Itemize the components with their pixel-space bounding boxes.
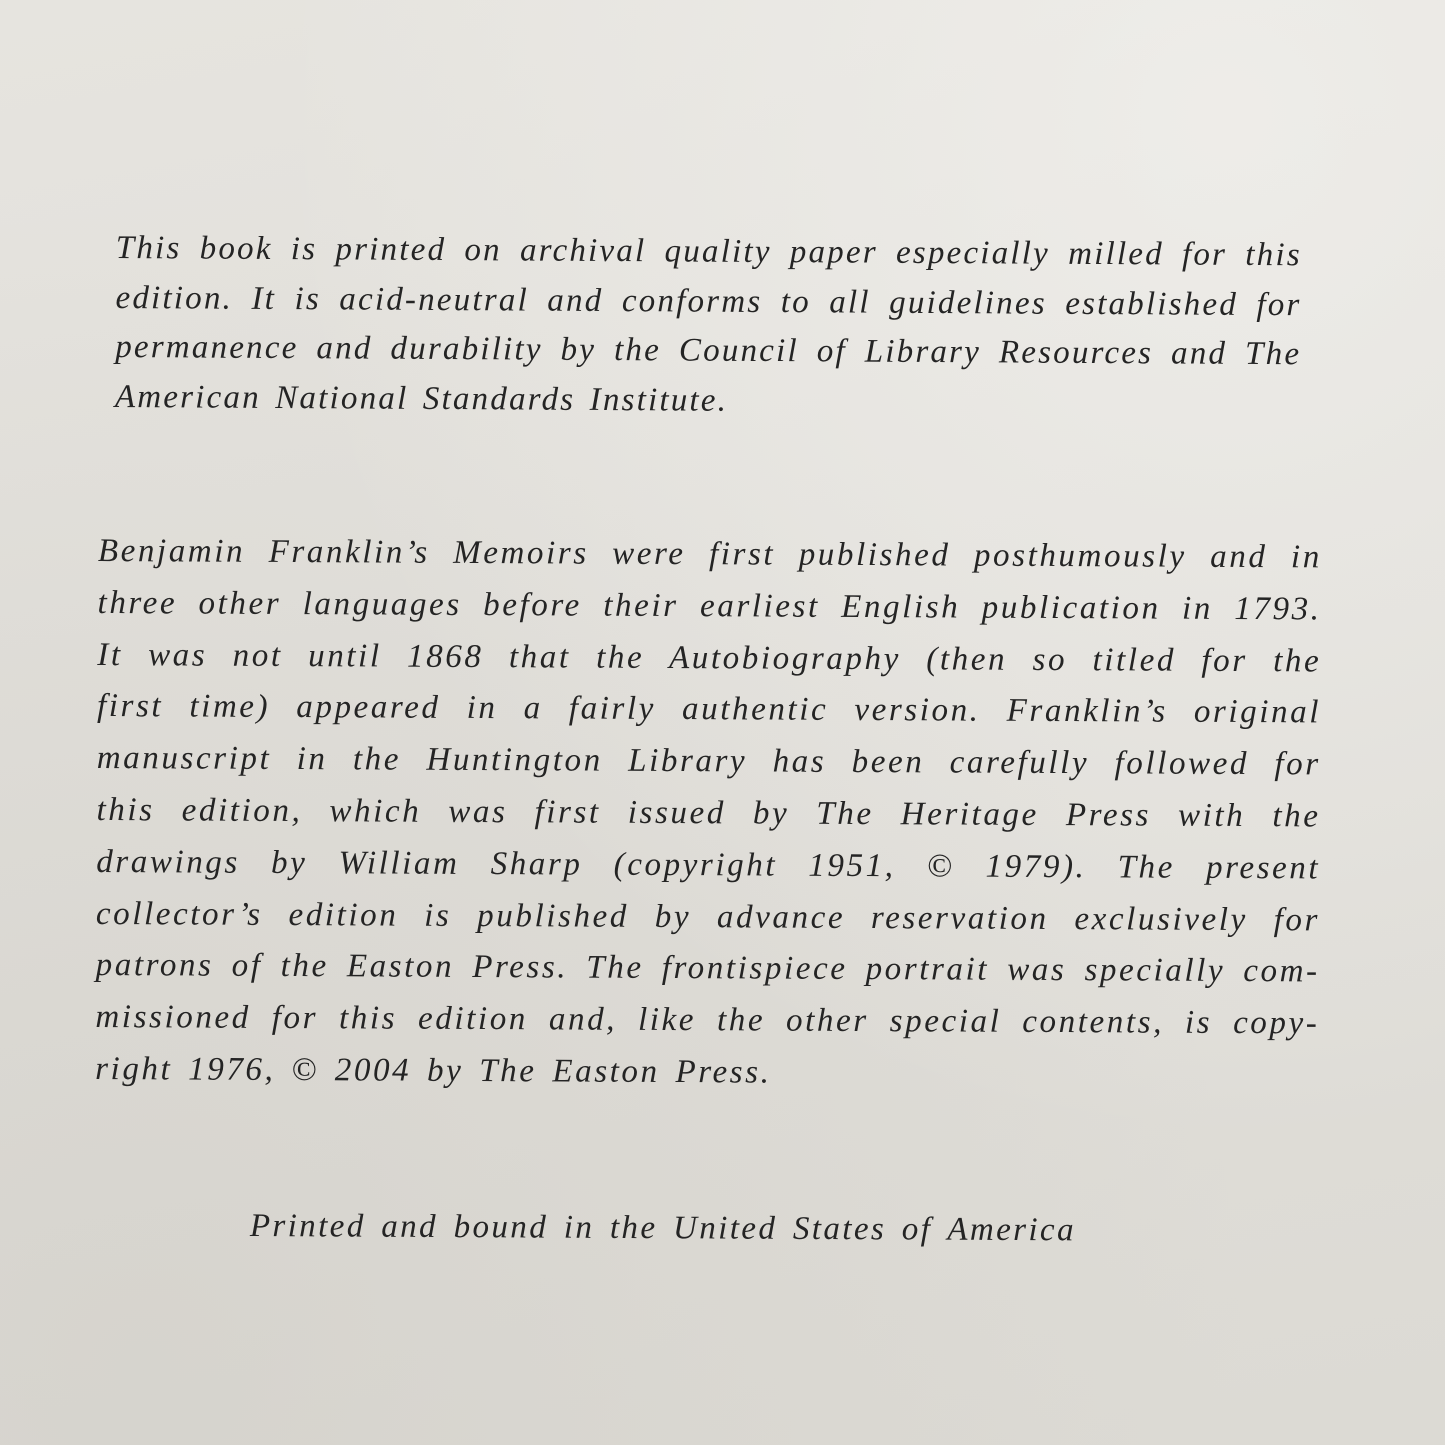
- paper-note-line: This book is printed on archival quality paper especially milled for this: [115, 229, 1302, 274]
- memoirs-note-line: three other languages before their earliest English publication in 1793.: [97, 584, 1322, 628]
- memoirs-note-line: patrons of the Easton Press. The frontispiece portrait was specially com-: [95, 947, 1320, 990]
- paper-note-line: permanence and durability by the Council of Library Resources and The: [115, 328, 1302, 373]
- edition-history-notice: [95, 526, 1322, 1102]
- memoirs-note-line: Benjamin Franklin’s Memoirs were first published posthumously and in: [97, 532, 1322, 576]
- printed-in-text: Printed and bound in the United States of America: [249, 1207, 1077, 1249]
- paper-quality-notice: [115, 224, 1302, 429]
- memoirs-note-line: first time) appeared in a fairly authentic version. Franklin’s original: [96, 688, 1322, 731]
- memoirs-note-line: missioned for this edition and, like the other special contents, is copy-: [95, 999, 1320, 1042]
- paper-note-line: American National Standards Institute.: [114, 378, 729, 419]
- memoirs-note-line: It was not until 1868 that the Autobiography (then so titled for the: [97, 636, 1322, 680]
- memoirs-note-line: right 1976, © 2004 by The Easton Press.: [95, 1050, 772, 1091]
- paper-note-line: edition. It is acid-neutral and conforms to all guidelines established for: [115, 279, 1302, 323]
- memoirs-note-line: collector’s edition is published by advance reservation exclusively for: [95, 895, 1321, 938]
- memoirs-note-line: this edition, which was first issued by The Heritage Press with the: [96, 791, 1321, 835]
- memoirs-note-line: drawings by William Sharp (copyright 1951, © 1979). The present: [96, 843, 1321, 887]
- memoirs-note-line: manuscript in the Huntington Library has been carefully followed for: [96, 740, 1321, 783]
- printed-in-notice: [250, 1201, 1170, 1256]
